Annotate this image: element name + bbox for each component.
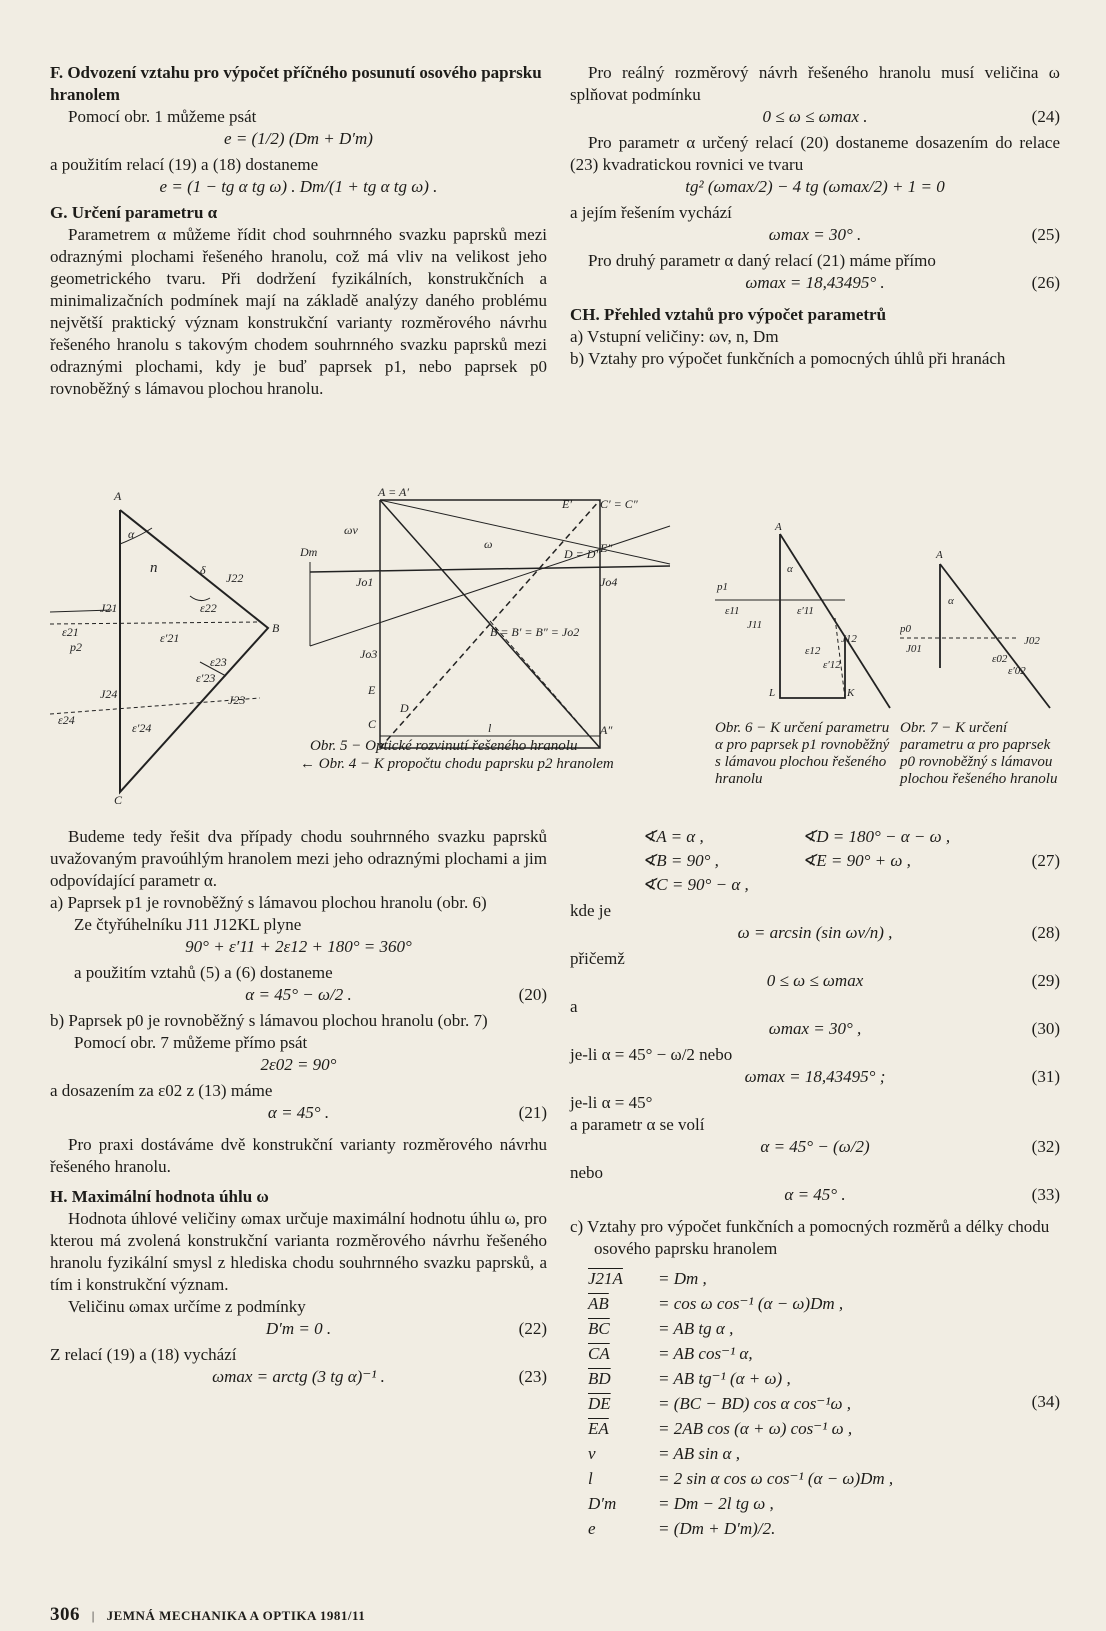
paragraph: a parametr α se volí — [570, 1115, 705, 1134]
equation: tg² (ωmax/2) − 4 tg (ωmax/2) + 1 = 0 — [685, 177, 945, 196]
svg-text:α: α — [948, 595, 954, 607]
svg-text:J24: J24 — [100, 687, 118, 701]
paragraph: kde je — [570, 901, 612, 920]
relation-rhs: = Dm , — [658, 1269, 707, 1288]
svg-text:J21: J21 — [100, 601, 118, 615]
relation-lhs: $\overline{AB}$ — [588, 1294, 609, 1313]
paragraph: a použitím vztahů (5) a (6) dostaneme — [74, 963, 333, 982]
relation-rhs: = AB cos⁻¹ α, — [658, 1344, 753, 1363]
equation-23: ωmax = arctg (3 tg α)⁻¹ . (23) — [212, 1367, 547, 1386]
svg-text:ε23: ε23 — [210, 655, 227, 669]
svg-text:D = D″: D = D″ — [564, 547, 601, 561]
left-column-upper — [50, 62, 547, 400]
svg-text:J22: J22 — [226, 571, 244, 585]
paragraph: Pro reálný rozměrový návrh řešeného hranolu musí veličina ω splňovat podmínku — [570, 63, 1060, 104]
svg-text:J01: J01 — [906, 643, 922, 655]
svg-text:p2: p2 — [70, 640, 82, 654]
relation-rhs: = (BC − BD) cos α cos⁻¹ω , — [658, 1394, 851, 1413]
relation-lhs: $\overline{DE}$ — [588, 1394, 611, 1413]
list-item: a) Vstupní veličiny: ωv, n, Dm — [570, 327, 779, 346]
equation-25: ωmax = 30° . (25) — [768, 225, 1060, 244]
paragraph: Parametrem α můžeme řídit chod souhrnného svazku paprsků mezi odraznými plochami řešeného hranolu, což má vliv na velikost jeho geometrického tvaru. Při dodržení fyzikálních, konstrukčních a minimalizačních podmínek mají na základě analýzy daného problému největší praktický význam konstrukční varianty rozměrového návrhu řešeného hranolu s takovým chodem souhrnného svazku paprsků mezi odraznými plochami, kdy je buď paprsek p1, nebo paprsek p0 rovnoběžný s lámavou plochou hranolu. — [50, 225, 547, 398]
svg-text:Jo1: Jo1 — [356, 575, 374, 589]
svg-text:C′ = C″: C′ = C″ — [600, 497, 638, 511]
equation-34-number: (34) — [1031, 1392, 1060, 1411]
svg-text:A: A — [775, 521, 782, 533]
figure-5-drawing — [300, 486, 685, 770]
figure-7-caption: Obr. 7 − K určení parametru α pro paprsek p0 rovnoběžný s lámavou plochou řešeného hranolu — [900, 720, 1058, 787]
svg-text:Dm: Dm — [300, 545, 318, 559]
svg-text:L: L — [769, 687, 776, 699]
relation-spacer — [1020, 1441, 1060, 1466]
paragraph: Z relací (19) a (18) vychází — [50, 1345, 237, 1364]
svg-text:δ: δ — [200, 563, 206, 577]
figure-6-caption: Obr. 6 − K určení parametru α pro paprsek p1 rovnoběžný s lámavou plochou řešeného hranolu — [715, 720, 890, 787]
figure-4-drawing — [50, 486, 295, 804]
relation-rhs: = 2AB cos (α + ω) cos⁻¹ ω , — [658, 1419, 853, 1438]
svg-text:ε21: ε21 — [62, 625, 79, 639]
relation-rhs: = AB tg⁻¹ (α + ω) , — [658, 1369, 791, 1388]
equation-24: 0 ≤ ω ≤ ωmax . (24) — [762, 107, 1060, 126]
relation-spacer — [1020, 1341, 1060, 1366]
equation-21: α = 45° . (21) — [267, 1103, 547, 1122]
svg-text:K: K — [847, 687, 855, 699]
svg-text:n: n — [150, 560, 158, 576]
svg-text:A: A — [936, 549, 943, 561]
svg-text:J12: J12 — [841, 633, 857, 645]
list-item: b) Paprsek p0 je rovnoběžný s lámavou plochou hranolu (obr. 7) — [50, 1011, 488, 1030]
equation: e = (1 − tg α tg ω) . Dm/(1 + tg α tg ω) . — [159, 177, 438, 196]
svg-text:Jo4: Jo4 — [600, 575, 618, 589]
paragraph: je-li α = 45° − ω/2 nebo — [570, 1045, 733, 1064]
relation-spacer — [1020, 1366, 1060, 1391]
svg-text:ε′12: ε′12 — [823, 659, 841, 671]
equation-29: 0 ≤ ω ≤ ωmax (29) — [766, 971, 1060, 990]
figure-5-caption: Obr. 5 − Optické rozvinutí řešeného hranolu — [310, 738, 578, 754]
figure-6-drawing — [715, 518, 900, 718]
paragraph: Hodnota úhlové veličiny ωmax určuje maximální hodnotu úhlu ω, pro kterou má zvolená konstrukční varianta rozměrového návrhu řešeného hranolu fyzikální smysl z hlediska chodu souhrnného svazku paprsků, a tím i konstrukční význam. — [50, 1209, 547, 1294]
figure-7 — [900, 548, 1060, 820]
paragraph: je-li α = 45° — [570, 1093, 653, 1112]
paragraph: Pro parametr α určený relací (20) dostaneme dosazením do relace (23) kvadratickou rovnici ve tvaru — [570, 133, 1060, 174]
paragraph: nebo — [570, 1163, 604, 1182]
svg-text:ε24: ε24 — [58, 713, 75, 727]
svg-text:J23: J23 — [228, 693, 246, 707]
svg-text:ε11: ε11 — [725, 605, 740, 617]
svg-text:p0: p0 — [900, 623, 911, 635]
svg-text:J11: J11 — [747, 619, 763, 631]
relation-lhs: D′m — [588, 1494, 617, 1513]
svg-text:J02: J02 — [1024, 635, 1040, 647]
svg-text:ε′11: ε′11 — [797, 605, 814, 617]
svg-text:B = B′ = B″ = Jo2: B = B′ = B″ = Jo2 — [490, 625, 580, 639]
relation-lhs: l — [588, 1469, 593, 1488]
svg-text:A = A′: A = A′ — [378, 486, 409, 499]
svg-text:ε22: ε22 — [200, 601, 217, 615]
paragraph: a — [570, 997, 578, 1016]
relation-spacer — [1020, 1316, 1060, 1341]
relation-spacer — [1020, 1416, 1060, 1441]
paragraph: Pro praxi dostáváme dvě konstrukční varianty rozměrového návrhu řešeného hranolu. — [50, 1135, 547, 1176]
svg-text:ε′02: ε′02 — [1008, 665, 1026, 677]
relation-spacer — [1020, 1466, 1060, 1491]
equation-26: ωmax = 18,43495° . (26) — [745, 273, 1060, 292]
relations-34 — [570, 1266, 1060, 1541]
svg-text:α: α — [787, 563, 793, 575]
svg-text:p1: p1 — [717, 581, 728, 593]
relation-lhs: v — [588, 1444, 596, 1463]
svg-text:D: D — [400, 701, 409, 715]
relation-lhs: $\overline{BD}$ — [588, 1369, 611, 1388]
relation-spacer — [1020, 1266, 1060, 1291]
page-footer — [50, 1604, 365, 1627]
svg-text:ε02: ε02 — [992, 653, 1008, 665]
paragraph: Pro druhý parametr α daný relací (21) máme přímo — [588, 251, 936, 270]
relation-lhs: $\overline{BC}$ — [588, 1319, 610, 1338]
relation-lhs: $\overline{CA}$ — [588, 1344, 610, 1363]
equation: 90° + ε′11 + 2ε12 + 180° = 360° — [185, 937, 412, 956]
equation: e = (1/2) (Dm + D′m) — [224, 129, 373, 148]
left-column-lower — [50, 826, 547, 1392]
figure-4-caption: ← Obr. 4 − K propočtu chodu paprsku p2 hranolem — [300, 756, 614, 772]
section-g-title: G. Určení parametru α — [50, 203, 218, 222]
paragraph: Pomocí obr. 7 můžeme přímo psát — [74, 1033, 308, 1052]
relation-rhs: = (Dm + D′m)/2. — [658, 1519, 776, 1538]
svg-text:E′: E′ — [562, 497, 572, 511]
equation-22: D′m = 0 . (22) — [265, 1319, 547, 1338]
paragraph: a dosazením za ε02 z (13) máme — [50, 1081, 273, 1100]
svg-text:ω: ω — [484, 537, 493, 551]
svg-text:B: B — [272, 621, 280, 635]
section-h-title: H. Maximální hodnota úhlu ω — [50, 1187, 269, 1206]
paragraph: Veličinu ωmax určíme z podmínky — [68, 1297, 306, 1316]
svg-text:E″: E″ — [600, 541, 613, 555]
svg-text:l: l — [488, 721, 492, 735]
right-column-upper — [570, 62, 1060, 370]
page-number: 306 — [50, 1604, 80, 1625]
relation-lhs: e — [588, 1519, 596, 1538]
svg-text:ε′24: ε′24 — [132, 721, 152, 735]
equation-30: ωmax = 30° , (30) — [768, 1019, 1060, 1038]
svg-text:E: E — [368, 683, 376, 697]
equation-32: α = 45° − (ω/2) (32) — [760, 1137, 1060, 1156]
relation-rhs: = Dm − 2l tg ω , — [658, 1494, 774, 1513]
right-column-lower — [570, 826, 1060, 1541]
relation-lhs: $\overline{EA}$ — [588, 1419, 609, 1438]
paragraph: přičemž — [570, 949, 625, 968]
relation-rhs: = AB tg α , — [658, 1319, 734, 1338]
paragraph: a jejím řešením vychází — [570, 203, 732, 222]
figure-5-unfolding — [300, 486, 685, 770]
equation-31: ωmax = 18,43495° ; (31) — [744, 1067, 1060, 1086]
list-item: a) Paprsek p1 je rovnoběžný s lámavou plochou hranolu (obr. 6) — [50, 893, 487, 912]
svg-text:ε′21: ε′21 — [160, 631, 180, 645]
section-ch-title: CH. Přehled vztahů pro výpočet parametrů — [570, 305, 887, 324]
list-item: b) Vztahy pro výpočet funkčních a pomocných úhlů při hranách — [570, 349, 1006, 368]
list-item: c) Vztahy pro výpočet funkčních a pomocných rozměrů a délky chodu osového paprsku hranolem — [570, 1217, 1050, 1258]
relation-rhs: = 2 sin α cos ω cos⁻¹ (α − ω)Dm , — [658, 1469, 894, 1488]
svg-text:ε′23: ε′23 — [196, 671, 216, 685]
svg-text:α: α — [128, 527, 135, 541]
figure-7-drawing — [900, 548, 1060, 718]
svg-text:ωv: ωv — [344, 523, 358, 537]
relation-rhs: = cos ω cos⁻¹ (α − ω)Dm , — [658, 1294, 844, 1313]
svg-text:ε12: ε12 — [805, 645, 821, 657]
paragraph: a použitím relací (19) a (18) dostaneme — [50, 155, 319, 174]
equation-20: α = 45° − ω/2 . (20) — [245, 985, 547, 1004]
svg-text:A″: A″ — [600, 723, 613, 737]
paragraph: Ze čtyřúhelníku J11 J12KL plyne — [74, 915, 302, 934]
journal-name: JEMNÁ MECHANIKA A OPTIKA 1981/11 — [106, 1608, 366, 1623]
equation-28: ω = arcsin (sin ωv/n) , (28) — [737, 923, 1060, 942]
svg-text:C: C — [114, 793, 123, 804]
footer-divider: | — [91, 1608, 95, 1623]
relation-lhs: J21A — [588, 1269, 623, 1288]
relation-spacer — [1020, 1491, 1060, 1516]
figure-6 — [715, 518, 900, 820]
paragraph: Pomocí obr. 1 můžeme psát — [68, 107, 257, 126]
relation-rhs: = AB sin α , — [658, 1444, 740, 1463]
equation-33: α = 45° . (33) — [784, 1185, 1060, 1204]
fig4-label: A — [114, 489, 122, 503]
svg-text:C: C — [368, 717, 377, 731]
section-f-title: F. Odvození vztahu pro výpočet příčného posunutí osového paprsku hranolem — [50, 63, 542, 104]
equation: 2ε02 = 90° — [260, 1055, 337, 1074]
relation-spacer — [1020, 1516, 1060, 1541]
relations-grid — [588, 1266, 1060, 1541]
relation-spacer — [1020, 1291, 1060, 1316]
figure-4-prism — [50, 486, 295, 804]
svg-text:Jo3: Jo3 — [360, 647, 378, 661]
paragraph: Budeme tedy řešit dva případy chodu souhrnného svazku paprsků uvažovaným pravoúhlým hranolem mezi jeho odraznými plochami a jim odpovídající parametr α. — [50, 827, 547, 890]
equation-27-block: ∢A = α , ∢D = 180° − α − ω , ∢B = 90° , ∢E = 90° + ω , (27) ∢C = 90° − α , — [642, 827, 1060, 894]
